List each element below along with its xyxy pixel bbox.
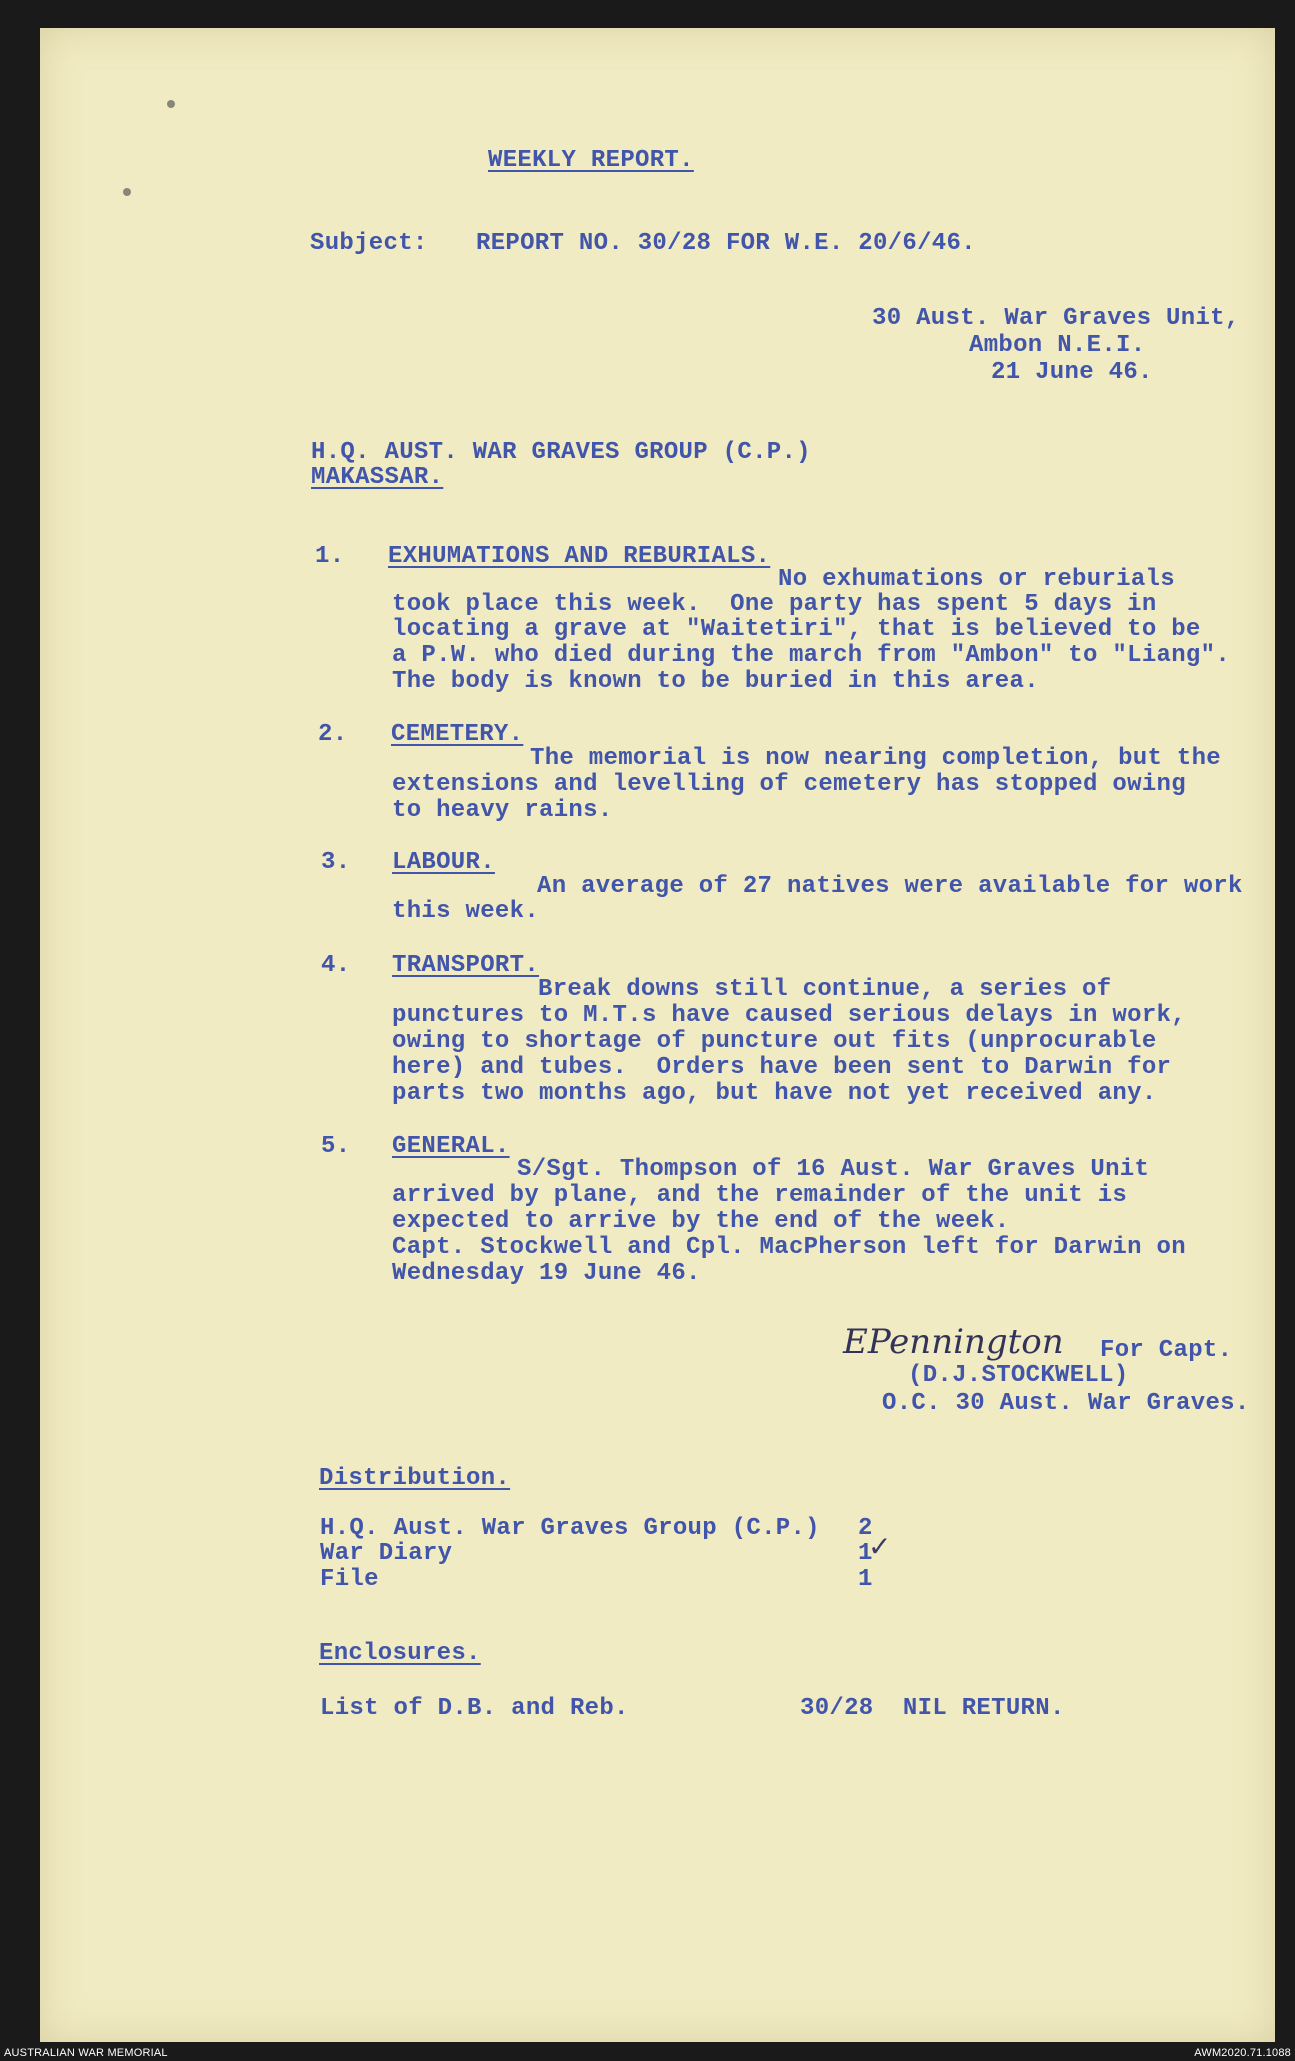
recipient-line: H.Q. AUST. WAR GRAVES GROUP (C.P.)	[311, 439, 811, 466]
section-line: took place this week. One party has spent 5 days in	[392, 591, 1157, 618]
enclosure-item: List of D.B. and Reb.	[320, 1695, 629, 1722]
distribution-label: War Diary	[320, 1540, 453, 1567]
distribution-qty: 2	[858, 1515, 873, 1542]
section-line: here) and tubes. Orders have been sent to Darwin for	[392, 1054, 1172, 1081]
signature-title: O.C. 30 Aust. War Graves.	[882, 1390, 1250, 1417]
address-line: 21 June 46.	[991, 359, 1153, 386]
section-line: arrived by plane, and the remainder of the unit is	[392, 1182, 1128, 1209]
footer-accession: AWM2020.71.1088	[1194, 2047, 1291, 2059]
section-line: a P.W. who died during the march from "Ambon" to "Liang".	[392, 642, 1231, 669]
section-line: Break downs still continue, a series of	[538, 976, 1112, 1003]
section-line: parts two months ago, but have not yet received any.	[392, 1080, 1157, 1107]
section-line: punctures to M.T.s have caused serious delays in work,	[392, 1002, 1186, 1029]
section-heading: GENERAL.	[392, 1133, 510, 1160]
section-heading: LABOUR.	[392, 849, 495, 876]
address-line: Ambon N.E.I.	[969, 332, 1146, 359]
section-line: to heavy rains.	[392, 797, 613, 824]
distribution-label: H.Q. Aust. War Graves Group (C.P.)	[320, 1515, 820, 1542]
check-mark-icon: ✓	[868, 1530, 892, 1563]
section-line: Wednesday 19 June 46.	[392, 1260, 701, 1287]
address-line: 30 Aust. War Graves Unit,	[872, 305, 1240, 332]
report-title: WEEKLY REPORT.	[488, 147, 694, 174]
handwritten-signature: EPennington	[843, 1322, 1064, 1362]
distribution-label: File	[320, 1566, 379, 1593]
section-line: owing to shortage of puncture out fits (unprocurable	[392, 1028, 1157, 1055]
section-heading: TRANSPORT.	[392, 952, 540, 979]
signature-for-capt: For Capt.	[1100, 1337, 1233, 1364]
section-heading: EXHUMATIONS AND REBURIALS.	[388, 543, 771, 570]
signature-name: (D.J.STOCKWELL)	[908, 1362, 1129, 1389]
section-line: extensions and levelling of cemetery has stopped owing	[392, 771, 1186, 798]
subject-line: REPORT NO. 30/28 FOR W.E. 20/6/46.	[476, 230, 976, 257]
section-line: The body is known to be buried in this area.	[392, 668, 1039, 695]
section-line: No exhumations or reburials	[778, 566, 1175, 593]
section-line: locating a grave at "Waitetiri", that is believed to be	[392, 616, 1201, 643]
distribution-qty: 1	[858, 1540, 873, 1567]
section-number: 4.	[321, 952, 351, 979]
section-line: The memorial is now nearing completion, but the	[530, 745, 1222, 772]
enclosure-value: 30/28 NIL RETURN.	[800, 1695, 1065, 1722]
section-line: S/Sgt. Thompson of 16 Aust. War Graves Unit	[517, 1156, 1150, 1183]
section-line: Capt. Stockwell and Cpl. MacPherson left for Darwin on	[392, 1234, 1186, 1261]
section-line: An average of 27 natives were available for work	[537, 873, 1243, 900]
footer-credit: AUSTRALIAN WAR MEMORIAL	[4, 2047, 168, 2059]
subject-label: Subject:	[310, 230, 428, 257]
enclosures-heading: Enclosures.	[319, 1640, 481, 1667]
distribution-qty: 1	[858, 1566, 873, 1593]
section-number: 3.	[321, 849, 351, 876]
section-heading: CEMETERY.	[391, 721, 524, 748]
recipient-line: MAKASSAR.	[311, 464, 444, 491]
section-line: expected to arrive by the end of the week.	[392, 1208, 1010, 1235]
paper-mark	[167, 100, 175, 108]
paper-mark	[123, 188, 131, 196]
section-line: this week.	[392, 898, 540, 925]
distribution-heading: Distribution.	[319, 1465, 511, 1492]
section-number: 5.	[321, 1133, 351, 1160]
section-number: 1.	[315, 543, 345, 570]
section-number: 2.	[318, 721, 348, 748]
